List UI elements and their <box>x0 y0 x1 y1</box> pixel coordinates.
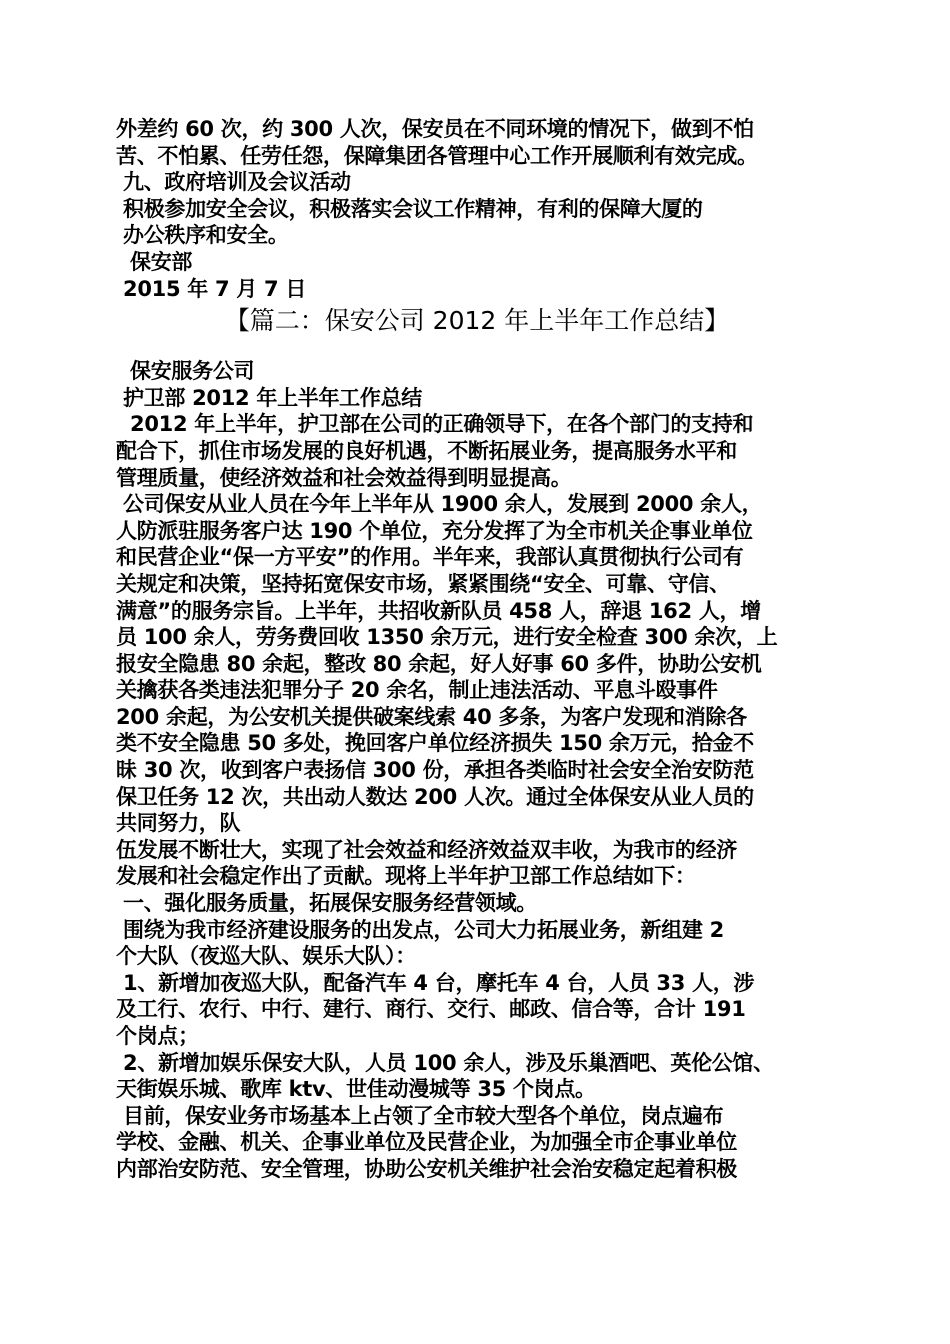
text-line: 目前，保安业务市场基本上占领了全市较大型各个单位，岗点遍布 <box>116 1103 724 1128</box>
text-line: 及工行、农行、中行、建行、商行、交行、邮政、信合等，合计 191 <box>116 997 746 1022</box>
text-line: 关擒获各类违法犯罪分子 20 余名，制止违法活动、平息斗殴事件 <box>116 678 718 703</box>
text-line: 学校、金融、机关、企事业单位及民营企业，为加强全市企事业单位 <box>116 1130 737 1155</box>
text-line: 个大队（夜巡大队、娱乐大队）： <box>116 944 416 969</box>
text-line: 九、政府培训及会议活动 <box>116 170 351 195</box>
text-line: 配合下，抓住市场发展的良好机遇，不断拓展业务，提高服务水平和 <box>116 438 737 463</box>
text-line: 办公秩序和安全。 <box>116 223 289 248</box>
text-line: 苦、不怕累、任劳任怨，保障集团各管理中心工作开展顺利有效完成。 <box>116 143 758 168</box>
text-line: 外差约 60 次，约 300 人次，保安员在不同环境的情况下，做到不怕 <box>116 117 754 141</box>
text-line: 发展和社会稳定作出了贡献。现将上半年护卫部工作总结如下： <box>116 864 696 889</box>
text-line: 类不安全隐患 50 多处，挽回客户单位经济损失 150 余万元，拾金不 <box>116 731 754 756</box>
text-line: 共同努力，队 <box>116 811 241 836</box>
text-line: 管理质量，使经济效益和社会效益得到明显提高。 <box>116 465 572 490</box>
text-line: 报安全隐患 80 余起，整改 80 余起，好人好事 60 多件，协助公安机 <box>116 651 762 676</box>
text-line: 员 100 余人，劳务费回收 1350 余万元，进行安全检查 300 余次，上 <box>116 625 778 650</box>
text-line: 个岗点； <box>116 1024 199 1048</box>
text-line: 满意”的服务宗旨。上半年，共招收新队员 458 人，辞退 162 人，增 <box>116 598 761 623</box>
text-line: 保安服务公司 <box>116 359 255 384</box>
text-line: 一、强化服务质量，拓展保安服务经营领域。 <box>116 891 538 916</box>
text-line: 人防派驻服务客户达 190 个单位，充分发挥了为全市机关企事业单位 <box>116 518 753 543</box>
text-line: 围绕为我市经济建设服务的出发点，公司大力拓展业务，新组建 2 <box>116 917 724 942</box>
text-line: 伍发展不断壮大，实现了社会效益和经济效益双丰收，为我市的经济 <box>116 837 737 862</box>
text-line: 内部治安防范、安全管理，协助公安机关维护社会治安稳定起着积极 <box>116 1156 737 1181</box>
document-section-1 <box>116 116 838 302</box>
text-line: 200 余起，为公安机关提供破案线索 40 多条，为客户发现和消除各 <box>116 704 747 729</box>
text-line: 1、新增加夜巡大队，配备汽车 4 台，摩托车 4 台，人员 33 人，涉 <box>116 970 755 995</box>
text-line: 2015 年 7 月 7 日 <box>116 276 307 301</box>
text-line: 公司保安从业人员在今年上半年从 1900 余人，发展到 2000 余人， <box>116 492 763 517</box>
document-section-2 <box>116 358 838 1182</box>
document-body <box>116 116 838 1183</box>
text-line: 2、新增加娱乐保安大队，人员 100 余人，涉及乐巢酒吧、英伦公馆、 <box>116 1050 774 1075</box>
text-line: 昧 30 次，收到客户表扬信 300 份，承担各类临时社会安全治安防范 <box>116 758 754 783</box>
text-line: 护卫部 2012 年上半年工作总结 <box>116 385 422 410</box>
text-line: 保卫任务 12 次，共出动人数达 200 人次。通过全体保安从业人员的 <box>116 784 754 809</box>
text-line: 天街娱乐城、歌库 ktv、世佳动漫城等 35 个岗点。 <box>116 1077 596 1102</box>
section-title: 【篇二：保安公司 2012 年上半年工作总结】 <box>224 306 730 336</box>
text-line: 2012 年上半年，护卫部在公司的正确领导下，在各个部门的支持和 <box>116 412 754 437</box>
text-line: 保安部 <box>116 249 193 274</box>
text-line: 积极参加安全会议，积极落实会议工作精神，有利的保障大厦的 <box>116 196 703 221</box>
text-line: 和民营企业“保一方平安”的作用。半年来，我部认真贯彻执行公司有 <box>116 545 744 570</box>
text-line: 关规定和决策，坚持拓宽保安市场，紧紧围绕“安全、可靠、守信、 <box>116 571 730 596</box>
